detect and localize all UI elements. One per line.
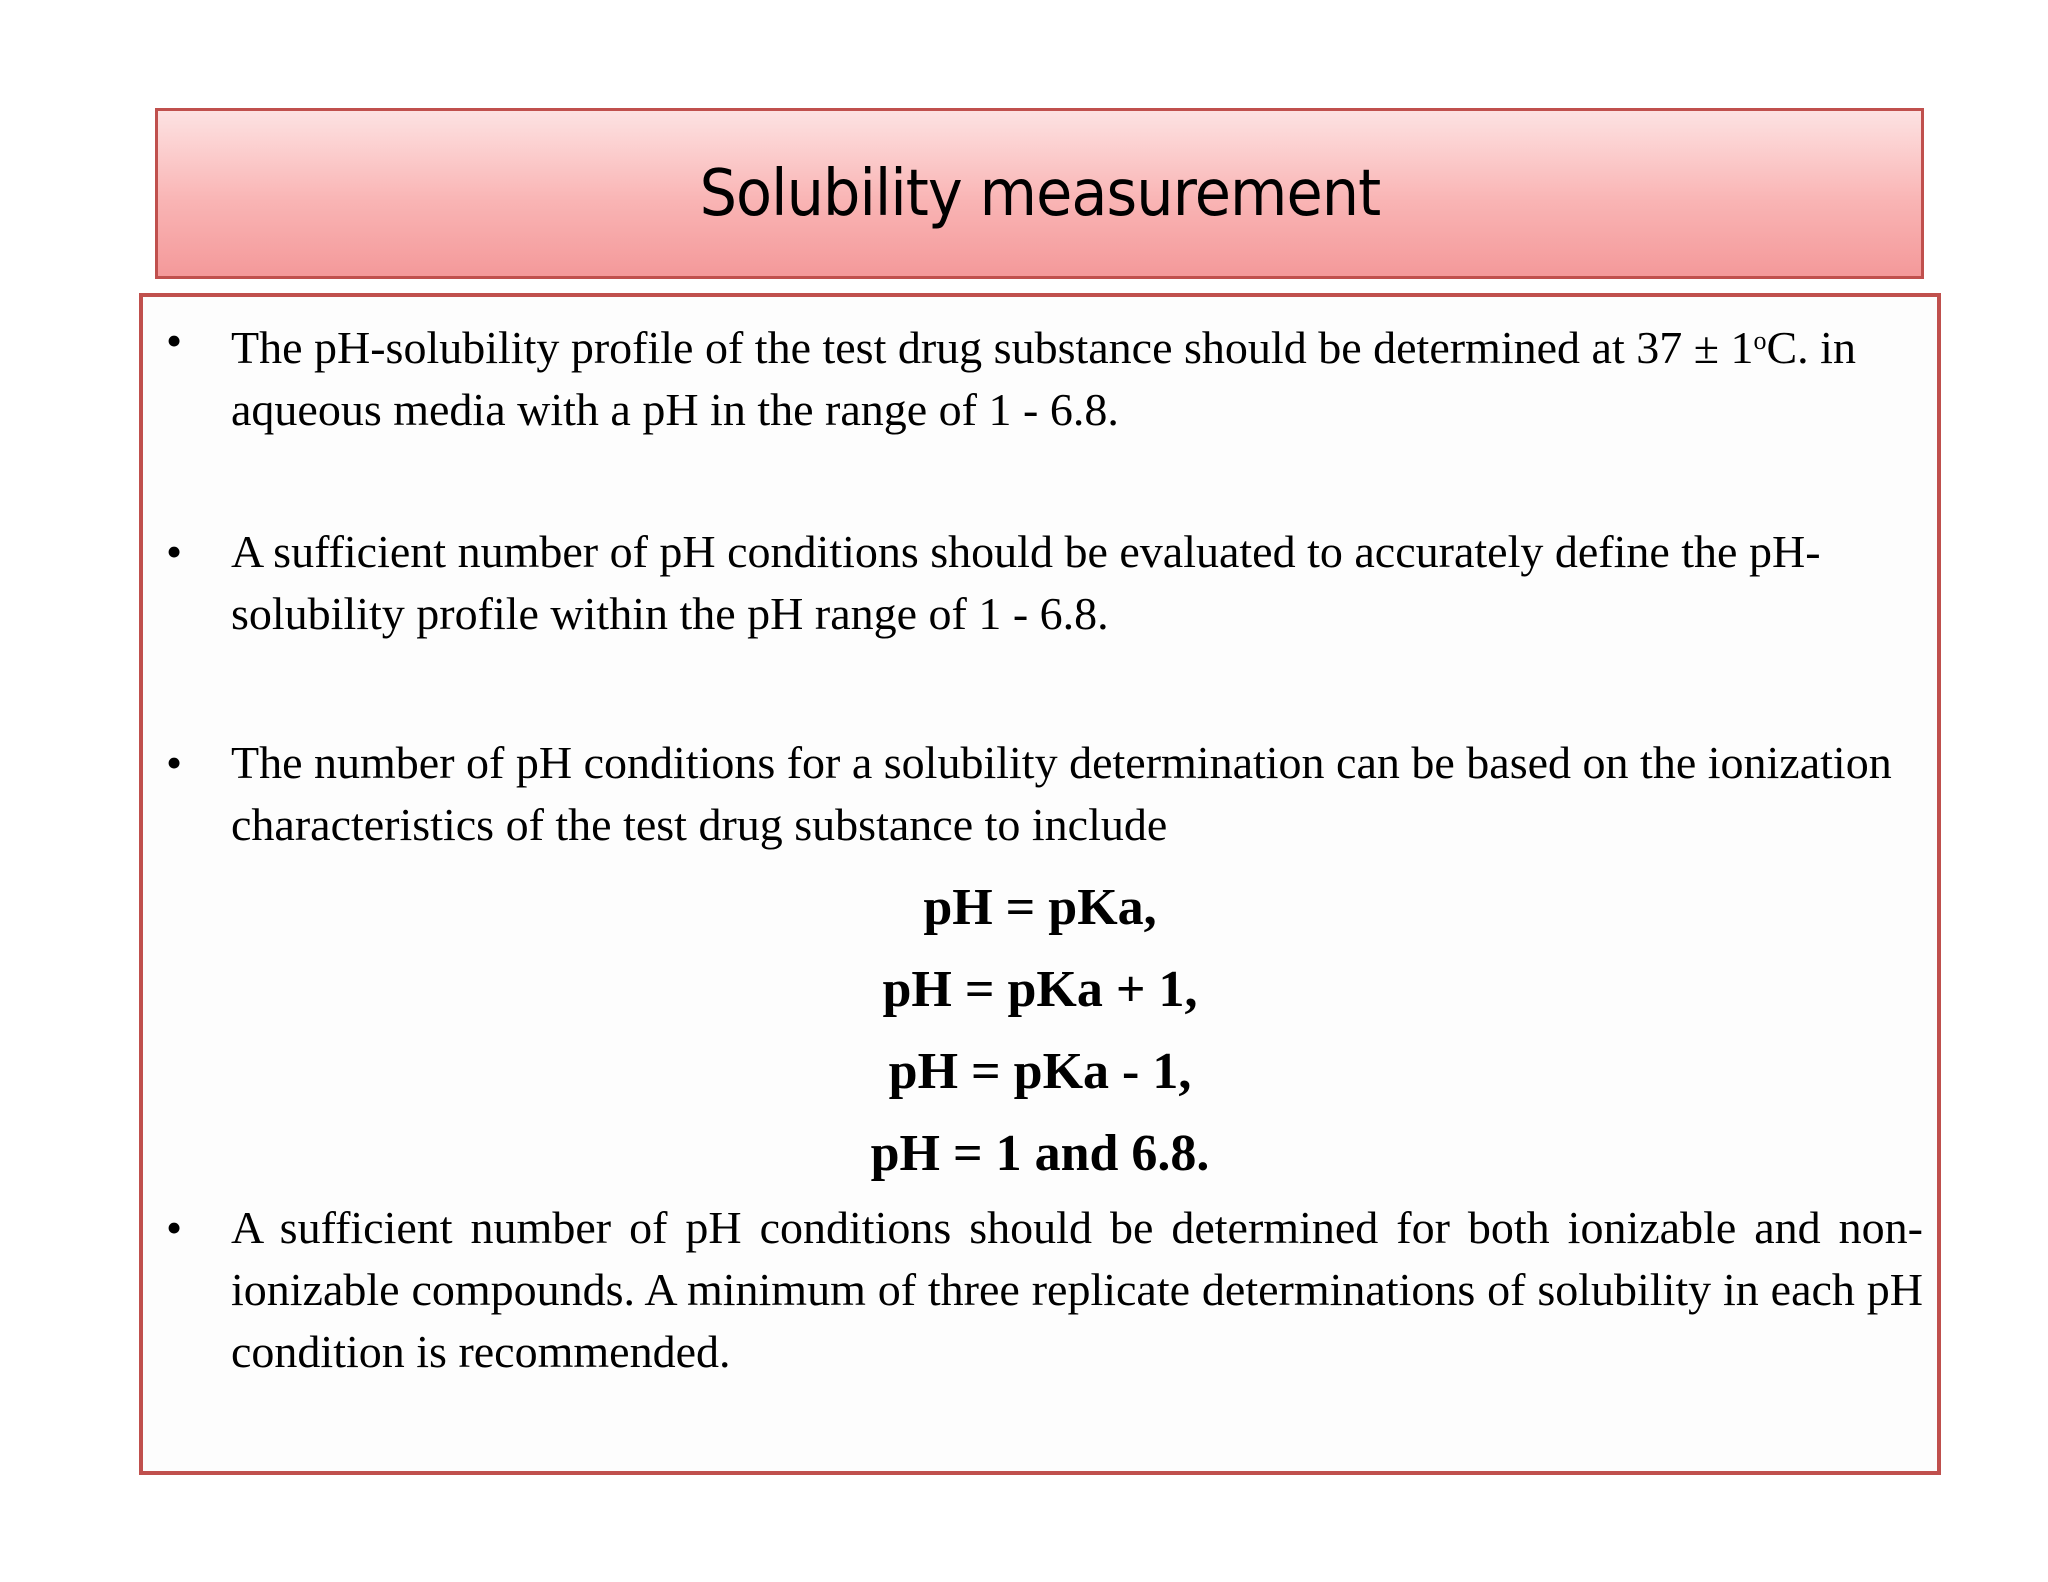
bullet-text-part-b: C. in aqueous media with a pH in the range of 1 - 6.8. (231, 322, 1856, 435)
degree-superscript: o (1753, 326, 1767, 355)
bullet-text-part-a: The pH-solubility profile of the test drug substance should be determined at 37 ± 1 (231, 322, 1754, 373)
bullet-item-3 (143, 732, 1937, 862)
equation-line: pH = pKa, (923, 879, 1157, 936)
bullet-icon: • (165, 315, 183, 366)
bullet-item-1 (143, 310, 1937, 440)
equation-list (143, 867, 1937, 1195)
bullet-text (231, 310, 1923, 441)
equation-line: pH = 1 and 6.8. (870, 1125, 1210, 1182)
equation-line: pH = pKa - 1, (888, 1043, 1192, 1100)
bullet-text: A sufficient number of pH conditions should be evaluated to accurately define the pH-solubility profile within the pH range of 1 - 6.8. (231, 526, 1821, 639)
bullet-icon: • (165, 1202, 183, 1253)
bullet-item-4 (143, 1197, 1937, 1397)
bullet-icon: • (165, 526, 183, 577)
bullet-text: A sufficient number of pH conditions should be determined for both ionizable and non-ionizable compounds. A minimum of three replicate determinations of solubility in each pH condition is recommended. (231, 1202, 1923, 1377)
title-banner (155, 108, 1924, 279)
equation-line: pH = pKa + 1, (882, 961, 1198, 1018)
bullet-text: The number of pH conditions for a solubility determination can be based on the ionization characteristics of the test drug substance to include (231, 737, 1892, 850)
slide-title: Solubility measurement (699, 156, 1380, 231)
bullet-item-2 (143, 521, 1937, 651)
bullet-icon: • (165, 737, 183, 788)
content-panel (139, 293, 1941, 1475)
